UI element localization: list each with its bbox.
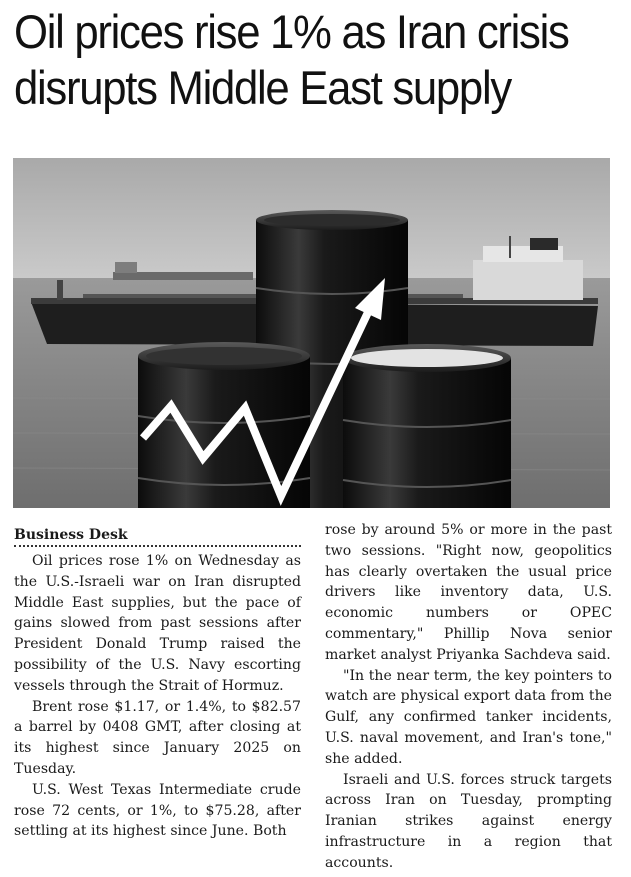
headline: [14, 4, 581, 116]
paragraph: Oil prices rose 1% on Wednesday as the U.S.-Israeli war on Iran disrupted Middle East supplies, but the pace of gains slowed from past sessions after President Donald Trump raised the possibility of the U.S. Navy escorting vessels through the Strait of Hormuz.: [14, 553, 301, 694]
headline-line-1: Oil prices rise 1% as Iran crisis: [14, 5, 569, 58]
byline: Business Desk: [14, 520, 301, 547]
article-column-2: [325, 520, 612, 870]
article-column-1: [14, 520, 301, 870]
oil-barrel-icon: [343, 344, 511, 508]
article-body: [14, 520, 612, 870]
paragraph: Brent rose $1.17, or 1.4%, to $82.57 a barrel by 0408 GMT, after closing at its highest since January 2025 on Tuesday.: [14, 698, 301, 777]
paragraph: U.S. West Texas Intermediate crude rose 72 cents, or 1%, to $75.28, after settling at its highest since June. Both: [14, 781, 301, 840]
headline-line-2: disrupts Middle East supply: [14, 61, 511, 114]
photo-illustration: [13, 158, 610, 508]
paragraph: "In the near term, the key pointers to watch are physical export data from the Gulf, any confirmed tanker incidents, U.S. naval movement, and Iran's tone," she added.: [325, 667, 612, 767]
paragraph: Israeli and U.S. forces struck targets across Iran on Tuesday, prompting Iranian strikes against energy infrastructure in a region that accounts.: [325, 771, 612, 871]
paragraph: rose by around 5% or more in the past two sessions. "Right now, geopolitics has clearly overtaken the usual price drivers like inventory data, U.S. economic numbers or OPEC commentary," Phillip Nova senior market analyst Priyanka Sachdeva said.: [325, 522, 612, 663]
news-photo: [13, 158, 610, 508]
